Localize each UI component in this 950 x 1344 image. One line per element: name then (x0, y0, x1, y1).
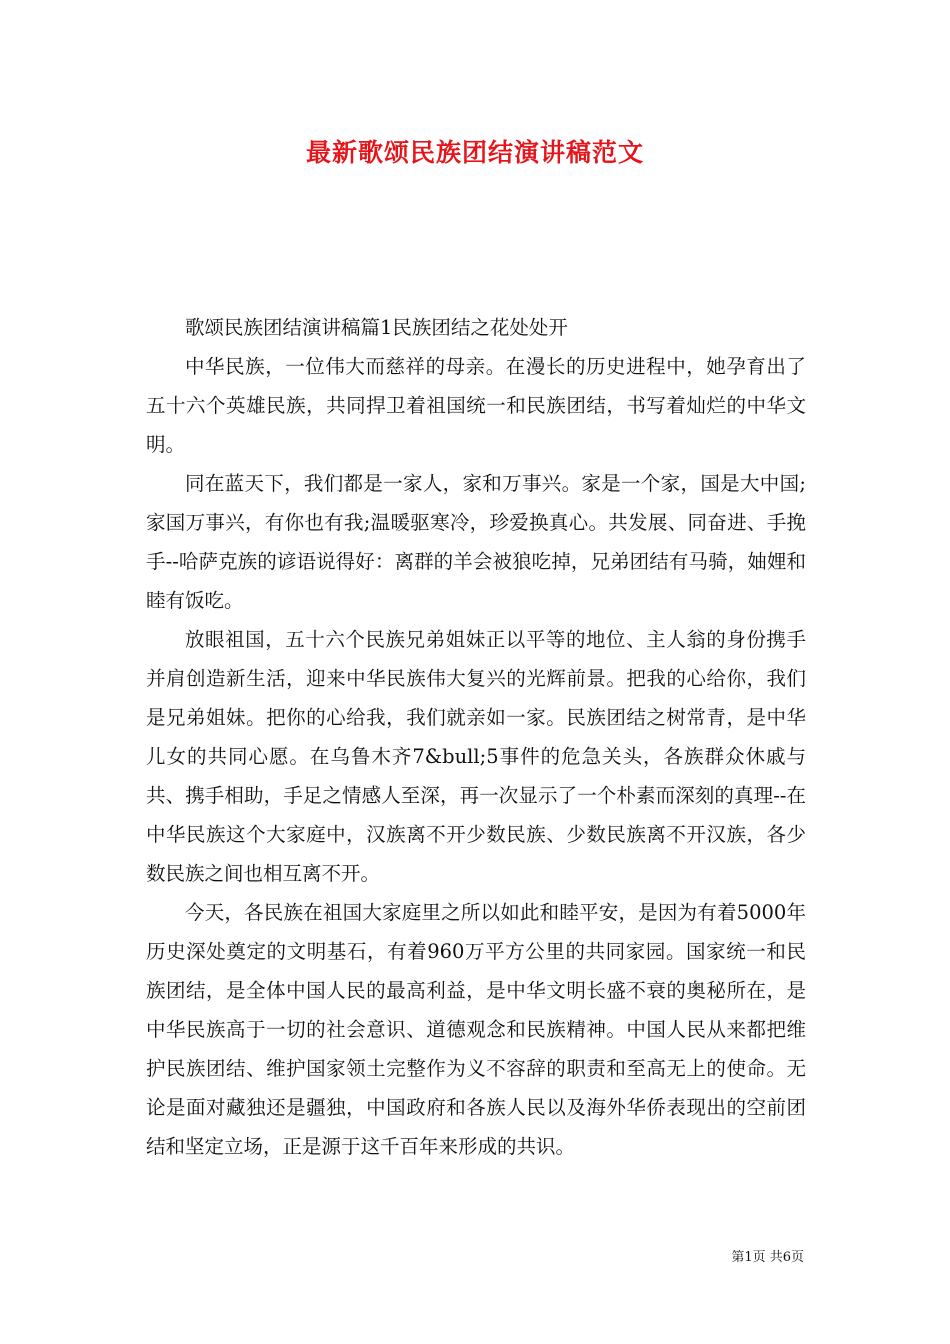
paragraph: 今天，各民族在祖国大家庭里之所以如此和睦平安，是因为有着5000年历史深处奠定的文明基石，有着960万平方公里的共同家园。国家统一和民族团结，是全体中国人民的最高利益，是中华文明长盛不衰的奥秘所在，是中华民族高于一切的社会意识、道德观念和民族精神。中国人民从来都把维护民族团结、维护国家领土完整作为义不容辞的职责和至高无上的使命。无论是面对藏独还是疆独，中国政府和各族人民以及海外华侨表现出的空前团结和坚定立场，正是源于这千百年来形成的共识。 (146, 901, 806, 1158)
page-number: 第1页 共6页 (731, 1250, 804, 1265)
paragraph: 放眼祖国，五十六个民族兄弟姐妹正以平等的地位、主人翁的身份携手并肩创造新生活，迎来中华民族伟大复兴的光辉前景。把我的心给你，我们是兄弟姐妹。把你的心给我，我们就亲如一家。民族团结之树常青，是中华儿女的共同心愿。在乌鲁木齐7&bull;5事件的危急关头，各族群众休戚与共、携手相助，手足之情感人至深，再一次显示了一个朴素而深刻的真理--在中华民族这个大家庭中，汉族离不开少数民族、少数民族离不开汉族，各少数民族之间也相互离不开。 (146, 628, 806, 885)
paragraph: 同在蓝天下，我们都是一家人，家和万事兴。家是一个家，国是大中国;家国万事兴，有你也有我;温暖驱寒冷，珍爱换真心。共发展、同奋进、手挽手--哈萨克族的谚语说得好：离群的羊会被狼吃掉，兄弟团结有马骑，妯娌和睦有饭吃。 (146, 472, 806, 612)
document-body (146, 308, 806, 1166)
paragraph: 中华民族，一位伟大而慈祥的母亲。在漫长的历史进程中，她孕育出了五十六个英雄民族，共同捍卫着祖国统一和民族团结，书写着灿烂的中华文明。 (146, 355, 806, 456)
document-title: 最新歌颂民族团结演讲稿范文 (305, 138, 644, 167)
paragraph-subtitle: 歌颂民族团结演讲稿篇1民族团结之花处处开 (185, 316, 568, 339)
